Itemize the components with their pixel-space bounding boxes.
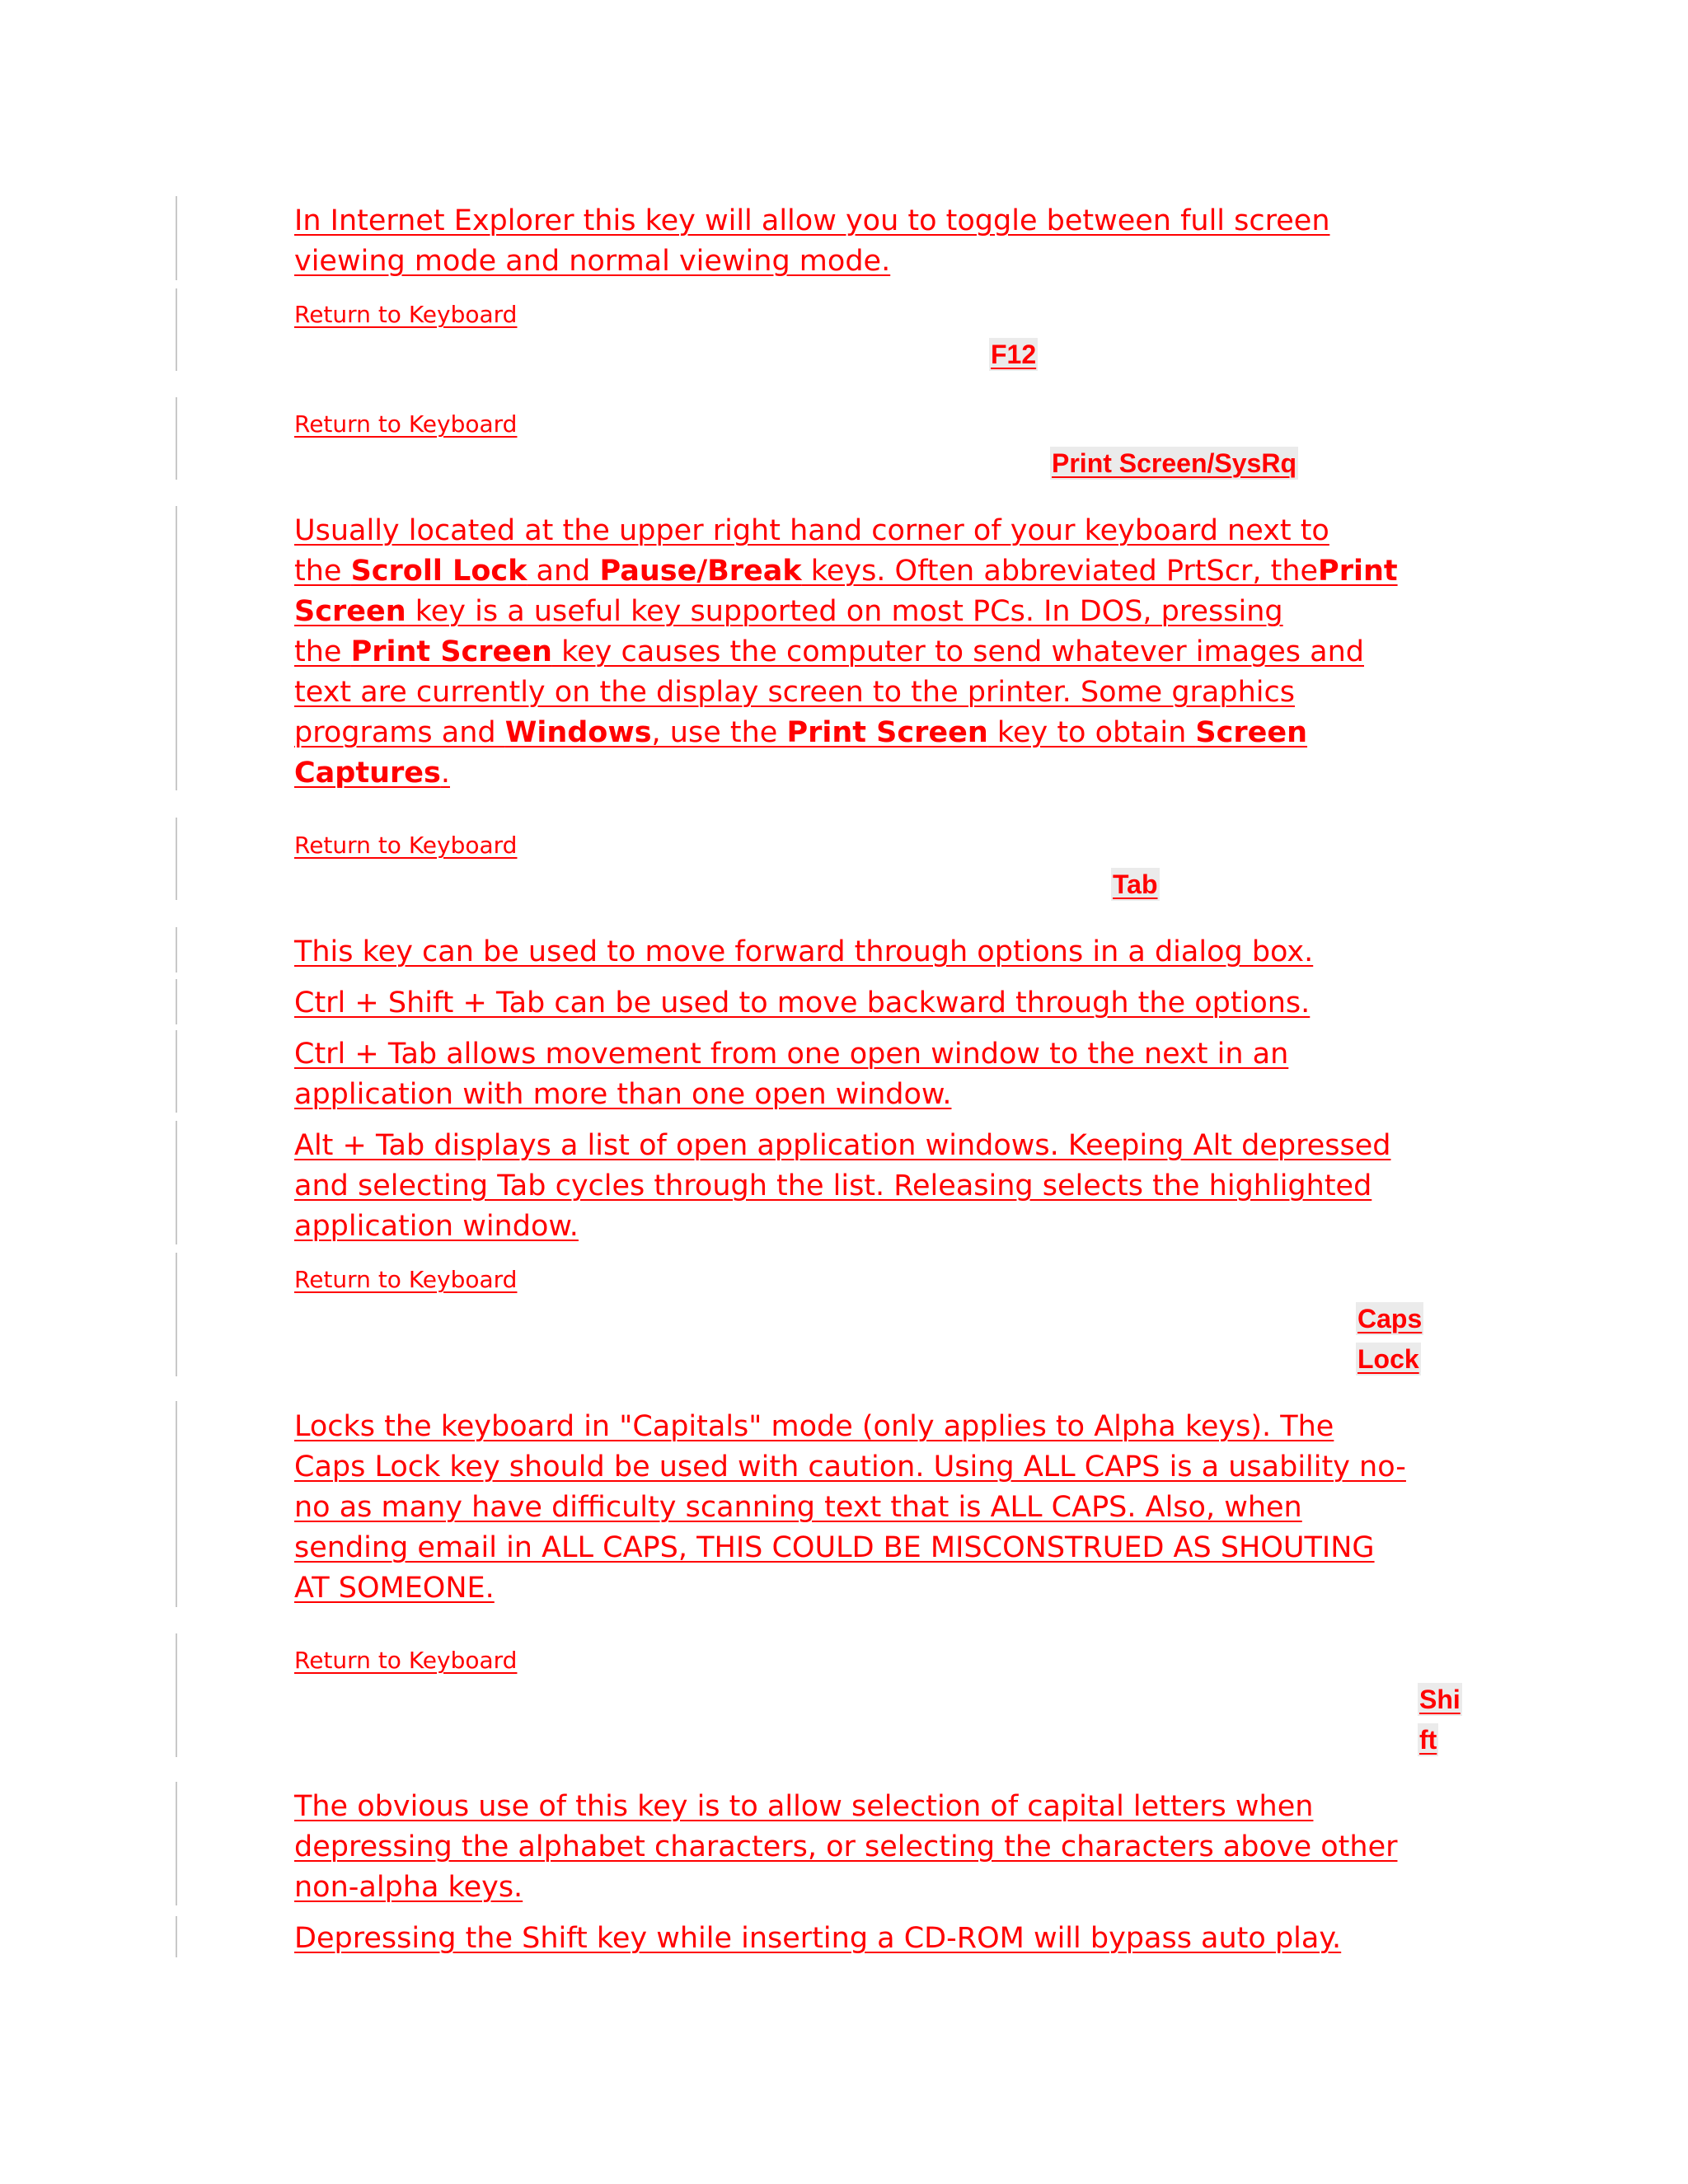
shift-description-cd-rom[interactable]: Depressing the Shift key while inserting a CD-ROM will bypass auto play. — [294, 1922, 1342, 1955]
print-screen-description-line-3[interactable]: Screen key is a useful key supported on most PCs. In DOS, pressing — [294, 595, 1283, 628]
tab-description-alt-tab-line-2[interactable]: and selecting Tab cycles through the list. Releasing selects the highlighted — [294, 1169, 1372, 1202]
tab-description-forward[interactable]: This key can be used to move forward through options in a dialog box. — [294, 935, 1314, 968]
caps-lock-description-line-2[interactable]: Caps Lock key should be used with caution. Using ALL CAPS is a usability no- — [294, 1451, 1406, 1483]
margin-bar — [176, 506, 177, 790]
margin-bar — [176, 979, 177, 1024]
tab-description-ctrl-tab-line-1[interactable]: Ctrl + Tab allows movement from one open window to the next in an — [294, 1038, 1289, 1071]
tab-description-backward[interactable]: Ctrl + Shift + Tab can be used to move backward through the options. — [294, 987, 1311, 1019]
print-screen-description-line-6[interactable]: programs and Windows, use the Print Screen key to obtain Screen — [294, 716, 1308, 749]
margin-bar — [176, 1030, 177, 1113]
margin-bar — [176, 1121, 177, 1244]
caps-lock-description-line-4[interactable]: sending email in ALL CAPS, THIS COULD BE MISCONSTRUED AS SHOUTING — [294, 1531, 1375, 1564]
caps-lock-description-line-1[interactable]: Locks the keyboard in "Capitals" mode (only applies to Alpha keys). The — [294, 1410, 1334, 1443]
f11-description-line-2[interactable]: viewing mode and normal viewing mode. — [294, 245, 891, 278]
caps-lock-description-line-3[interactable]: no as many have difficulty scanning text that is ALL CAPS. Also, when — [294, 1491, 1302, 1524]
margin-bar — [176, 196, 177, 280]
margin-bar — [176, 1401, 177, 1607]
return-to-keyboard-link[interactable]: Return to Keyboard — [294, 832, 518, 859]
margin-bar — [176, 1633, 177, 1757]
margin-bar — [176, 1782, 177, 1905]
return-to-keyboard-link[interactable]: Return to Keyboard — [294, 301, 518, 328]
tab-description-alt-tab-line-1[interactable]: Alt + Tab displays a list of open application windows. Keeping Alt depressed — [294, 1129, 1391, 1162]
print-screen-description-line-7[interactable]: Captures. — [294, 757, 450, 790]
margin-bar — [176, 1916, 177, 1957]
return-to-keyboard-link[interactable]: Return to Keyboard — [294, 1266, 518, 1293]
return-to-keyboard-link[interactable]: Return to Keyboard — [294, 1647, 518, 1674]
f12-heading[interactable]: F12 — [991, 340, 1037, 369]
tab-description-alt-tab-line-3[interactable]: application window. — [294, 1210, 579, 1243]
margin-bar — [176, 927, 177, 972]
print-screen-description-line-1[interactable]: Usually located at the upper right hand corner of your keyboard next to — [294, 514, 1329, 547]
return-to-keyboard-link[interactable]: Return to Keyboard — [294, 410, 518, 438]
margin-bar — [176, 288, 177, 371]
shift-description-line-3[interactable]: non-alpha keys. — [294, 1871, 523, 1904]
shift-heading-line-1[interactable]: Shi — [1419, 1685, 1461, 1714]
margin-bar — [176, 818, 177, 900]
margin-bar — [176, 397, 177, 480]
tab-description-ctrl-tab-line-2[interactable]: application with more than one open window. — [294, 1078, 952, 1111]
caps-lock-heading-line-1[interactable]: Caps — [1357, 1304, 1423, 1333]
print-screen-heading[interactable]: Print Screen/SysRq — [1052, 448, 1296, 478]
print-screen-description-line-5[interactable]: text are currently on the display screen to the printer. Some graphics — [294, 676, 1295, 709]
f11-description-line-1[interactable]: In Internet Explorer this key will allow you to toggle between full screen — [294, 204, 1330, 237]
print-screen-description-line-4[interactable]: the Print Screen key causes the computer to send whatever images and — [294, 635, 1364, 668]
shift-description-line-1[interactable]: The obvious use of this key is to allow selection of capital letters when — [294, 1790, 1314, 1823]
tab-heading[interactable]: Tab — [1113, 869, 1158, 899]
print-screen-description-line-2[interactable]: the Scroll Lock and Pause/Break keys. Often abbreviated PrtScr, thePrint — [294, 555, 1398, 588]
caps-lock-description-line-5[interactable]: AT SOMEONE. — [294, 1572, 495, 1605]
margin-bar — [176, 1253, 177, 1376]
shift-heading-line-2[interactable]: ft — [1419, 1725, 1437, 1755]
shift-description-line-2[interactable]: depressing the alphabet characters, or selecting the characters above other — [294, 1830, 1398, 1863]
caps-lock-heading-line-2[interactable]: Lock — [1357, 1344, 1419, 1374]
